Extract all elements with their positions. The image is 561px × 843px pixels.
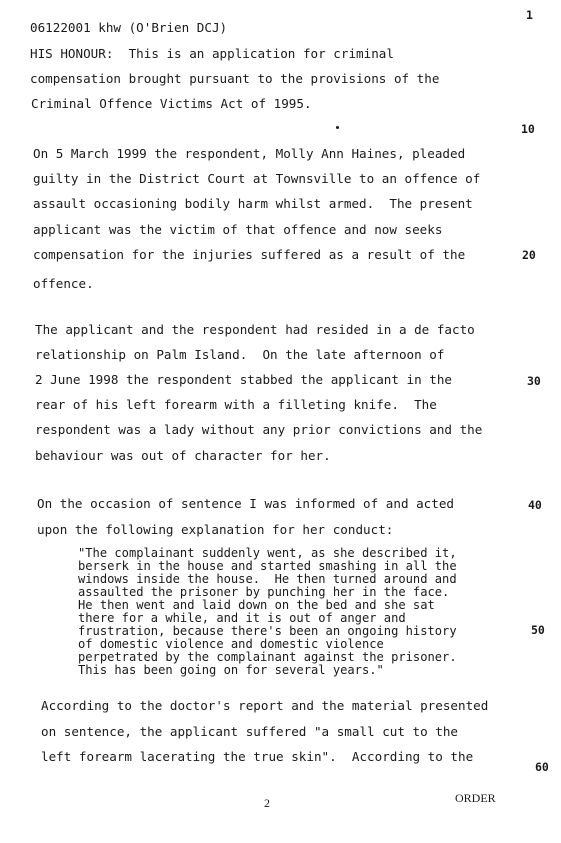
margin-number-30: 30	[527, 374, 541, 388]
text-line: The applicant and the respondent had resided in a de facto	[35, 322, 475, 337]
quote-line: frustration, because there's been an ongoing history	[78, 624, 457, 638]
quote-line: windows inside the house. He then turned around and	[78, 572, 457, 586]
document-reference: 06122001 khw (O'Brien DCJ)	[30, 20, 228, 35]
text-line: HIS HONOUR: This is an application for criminal	[30, 46, 394, 61]
text-line: relationship on Palm Island. On the late afternoon of	[35, 347, 445, 362]
text-line: behaviour was out of character for her.	[35, 448, 331, 463]
quote-line: of domestic violence and domestic violence	[78, 637, 384, 651]
margin-number-1: 1	[526, 8, 533, 22]
text-line: on sentence, the applicant suffered "a small cut to the	[41, 724, 459, 739]
stray-mark	[336, 126, 339, 129]
quote-line: assaulted the prisoner by punching her in the face.	[78, 585, 450, 599]
margin-number-40: 40	[528, 498, 542, 512]
quote-line: "The complainant suddenly went, as she described it,	[78, 546, 457, 560]
text-line: offence.	[33, 276, 94, 291]
text-line: compensation for the injuries suffered as a result of the	[33, 247, 466, 262]
text-line: On 5 March 1999 the respondent, Molly Ann Haines, pleaded	[33, 146, 466, 161]
text-line: On the occasion of sentence I was informed of and acted	[37, 496, 455, 511]
quote-line: perpetrated by the complainant against the prisoner.	[78, 650, 457, 664]
catchword: ORDER	[455, 791, 496, 805]
margin-number-50: 50	[531, 623, 545, 637]
quote-line: berserk in the house and started smashing in all the	[78, 559, 457, 573]
quote-line: there for a while, and it is out of anger and	[78, 611, 406, 625]
text-line: guilty in the District Court at Townsville to an offence of	[33, 171, 481, 186]
page-number: 2	[264, 796, 270, 810]
text-line: left forearm lacerating the true skin". According to the	[41, 749, 474, 764]
text-line: assault occasioning bodily harm whilst armed. The present	[33, 196, 473, 211]
text-line: Criminal Offence Victims Act of 1995.	[31, 96, 312, 111]
text-line: applicant was the victim of that offence and now seeks	[33, 222, 443, 237]
text-line: According to the doctor's report and the material presented	[41, 698, 489, 713]
text-line: compensation brought pursuant to the provisions of the	[30, 71, 440, 86]
text-line: rear of his left forearm with a filleting knife. The	[35, 397, 437, 412]
quote-line: This has been going on for several years."	[78, 663, 384, 677]
margin-number-20: 20	[522, 248, 536, 262]
margin-number-60: 60	[535, 760, 549, 774]
text-line: 2 June 1998 the respondent stabbed the applicant in the	[35, 372, 453, 387]
text-line: upon the following explanation for her conduct:	[37, 522, 394, 537]
margin-number-10: 10	[521, 122, 535, 136]
quote-line: He then went and laid down on the bed and she sat	[78, 598, 435, 612]
text-line: respondent was a lady without any prior convictions and the	[35, 422, 483, 437]
